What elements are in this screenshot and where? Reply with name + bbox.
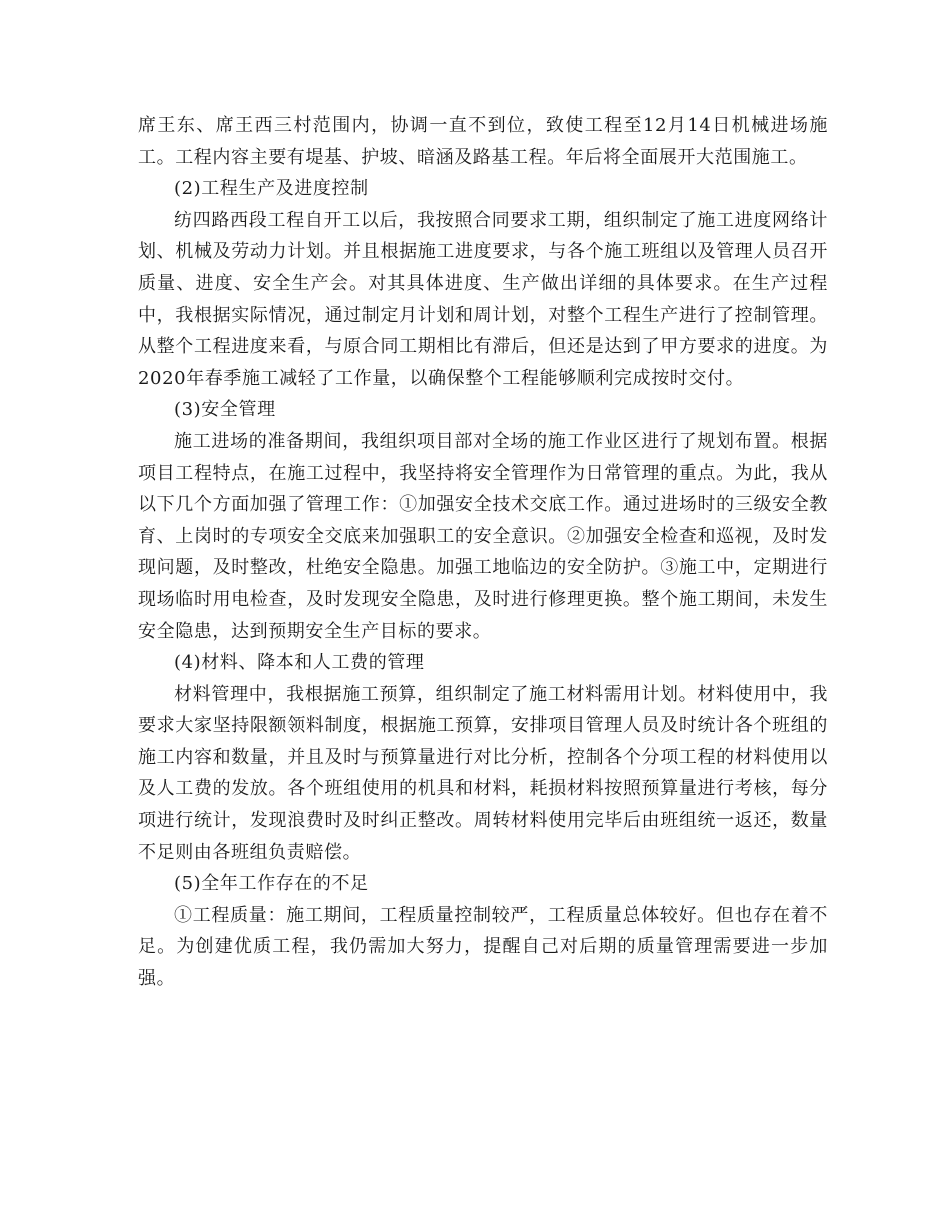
section-heading-production-progress: (2)工程生产及进度控制 [174,178,369,200]
section-heading-safety: (3)安全管理 [174,399,276,421]
section-heading-shortcomings: (5)全年工作存在的不足 [174,873,369,895]
section-heading-materials-costs: (4)材料、降本和人工费的管理 [174,652,425,674]
paragraph-shortcomings: ①工程质量：施工期间，工程质量控制较严，工程质量总体较好。但也存在着不足。为创建优质工程，我仍需加大努力，提醒自己对后期的质量管理需要进一步加强。 [138,904,828,990]
paragraph-materials-costs: 材料管理中，我根据施工预算，组织制定了施工材料需用计划。材料使用中，我要求大家坚持限额领料制度，根据施工预算，安排项目管理人员及时统计各个班组的施工内容和数量，并且及时与预算量进行对比分析，控制各个分项工程的材料使用以及人工费的发放。各个班组使用的机具和材料，耗损材料按照预算量进行考核，每分项进行统计，发现浪费时及时纠正整改。周转材料使用完毕后由班组统一返还，数量不足则由各班组负责赔偿。 [138,683,828,863]
paragraph-safety: 施工进场的准备期间，我组织项目部对全场的施工作业区进行了规划布置。根据项目工程特点，在施工过程中，我坚持将安全管理作为日常管理的重点。为此，我从以下几个方面加强了管理工作：①加强安全技术交底工作。通过进场时的三级安全教育、上岗时的专项安全交底来加强职工的安全意识。②加强安全检查和巡视，及时发现问题，及时整改，杜绝安全隐患。加强工地临边的安全防护。③施工中，定期进行现场临时用电检查，及时发现安全隐患，及时进行修理更换。整个施工期间，未发生安全隐患，达到预期安全生产目标的要求。 [138,430,828,642]
paragraph-production-progress: 纺四路西段工程自开工以后，我按照合同要求工期，组织制定了施工进度网络计划、机械及劳动力计划。并且根据施工进度要求，与各个施工班组以及管理人员召开质量、进度、安全生产会。对其具体进度、生产做出详细的具体要求。在生产过程中，我根据实际情况，通过制定月计划和周计划，对整个工程生产进行了控制管理。从整个工程进度来看，与原合同工期相比有滞后，但还是达到了甲方要求的进度。为2020年春季施工减轻了工作量，以确保整个工程能够顺利完成按时交付。 [138,209,828,389]
paragraph-continuation: 席王东、席王西三村范围内，协调一直不到位，致使工程至12月14日机械进场施工。工程内容主要有堤基、护坡、暗涵及路基工程。年后将全面展开大范围施工。 [138,115,828,168]
document-body [138,110,828,995]
